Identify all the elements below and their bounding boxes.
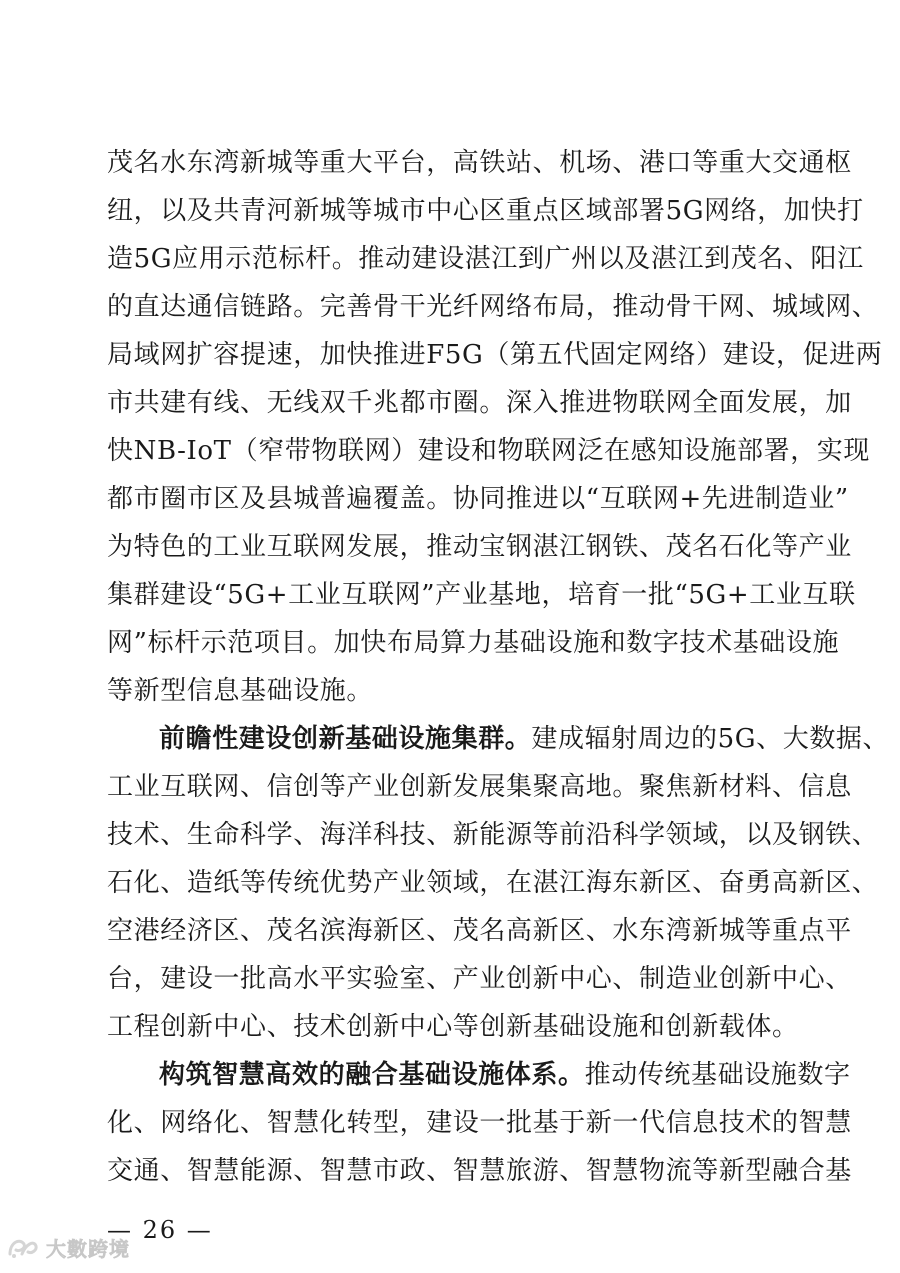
watermark-text: 大數跨境 xyxy=(46,1236,130,1261)
body-text-line: 造5G应用示范标杆。推动建设湛江到广州以及湛江到茂名、阳江 xyxy=(107,244,864,274)
body-text: 推动传统基础设施数字 xyxy=(584,1060,851,1090)
body-text-line: 技术、生命科学、海洋科技、新能源等前沿科学领域，以及钢铁、 xyxy=(107,820,879,850)
body-text: 建成辐射周边的5G、大数据、 xyxy=(531,724,890,754)
paragraph-heading: 构筑智慧高效的融合基础设施体系。 xyxy=(159,1060,585,1090)
body-text-line: 网”标杆示范项目。加快布局算力基础设施和数字技术基础设施 xyxy=(107,628,840,658)
body-text-line: 工业互联网、信创等产业创新发展集聚高地。聚焦新材料、信息 xyxy=(107,772,852,802)
logo-icon xyxy=(6,1234,40,1260)
page-number: — 26 — xyxy=(107,1216,213,1244)
body-text-line: 纽，以及共青河新城等城市中心区重点区域部署5G网络，加快打 xyxy=(107,196,864,226)
body-text-line: 都市圈市区及县城普遍覆盖。协同推进以“互联网+先进制造业” xyxy=(107,484,849,514)
body-text-line: 局域网扩容提速，加快推进F5G（第五代固定网络）建设，促进两 xyxy=(107,340,883,370)
body-text-line: 工程创新中心、技术创新中心等创新基础设施和创新载体。 xyxy=(107,1012,799,1042)
body-text-line: 为特色的工业互联网发展，推动宝钢湛江钢铁、茂名石化等产业 xyxy=(107,532,852,562)
body-text-line: 空港经济区、茂名滨海新区、茂名高新区、水东湾新城等重点平 xyxy=(107,916,852,946)
paragraph-heading: 前瞻性建设创新基础设施集群。 xyxy=(159,724,532,754)
body-text-line: 的直达通信链路。完善骨干光纤网络布局，推动骨干网、城域网、 xyxy=(107,292,879,322)
body-text-line: 交通、智慧能源、智慧市政、智慧旅游、智慧物流等新型融合基 xyxy=(107,1156,852,1186)
body-text-line: 台，建设一批高水平实验室、产业创新中心、制造业创新中心、 xyxy=(107,964,852,994)
paragraph-first-line xyxy=(159,724,890,754)
body-text-line: 快NB-IoT（窄带物联网）建设和物联网泛在感知设施部署，实现 xyxy=(107,436,870,466)
watermark xyxy=(6,1232,130,1262)
body-text-line: 茂名水东湾新城等重大平台，高铁站、机场、港口等重大交通枢 xyxy=(107,148,852,178)
body-text-line: 石化、造纸等传统优势产业领域，在湛江海东新区、奋勇高新区、 xyxy=(107,868,879,898)
paragraph-first-line xyxy=(159,1060,851,1090)
body-text-line: 等新型信息基础设施。 xyxy=(107,676,374,706)
body-text-line: 市共建有线、无线双千兆都市圈。深入推进物联网全面发展，加 xyxy=(107,388,852,418)
body-text-line: 化、网络化、智慧化转型，建设一批基于新一代信息技术的智慧 xyxy=(107,1108,852,1138)
body-text-line: 集群建设“5G+工业互联网”产业基地，培育一批“5G+工业互联 xyxy=(107,580,856,610)
